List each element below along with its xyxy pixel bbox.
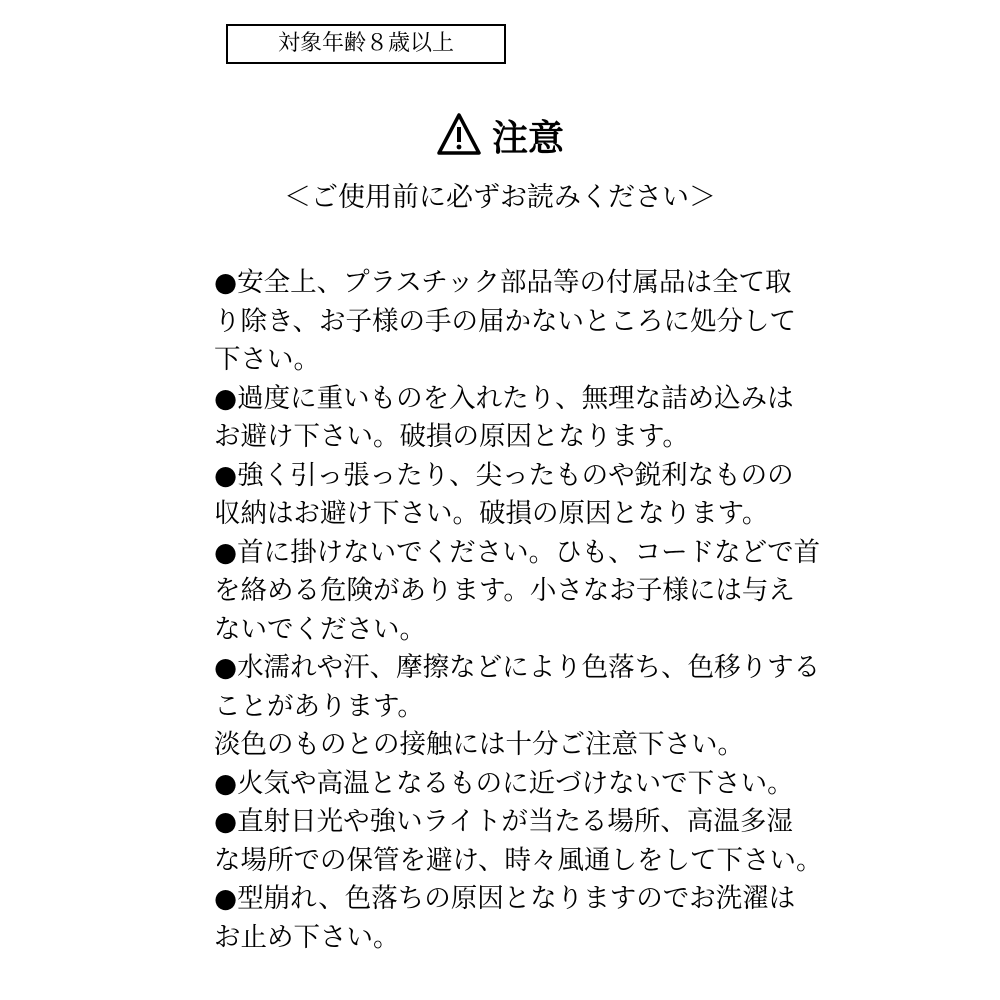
caution-line: を絡める危険があります。小さなお子様には与え <box>214 575 795 606</box>
caution-line: ●直射日光や強いライトが当たる場所、高温多湿 <box>214 806 793 837</box>
caution-line: 収納はお避け下さい。破損の原因となります。 <box>214 498 769 529</box>
warning-triangle-icon <box>436 112 482 158</box>
caution-line: お避け下さい。破損の原因となります。 <box>214 421 689 452</box>
caution-heading <box>0 112 1000 163</box>
caution-body <box>214 264 823 957</box>
caution-line: ●過度に重いものを入れたり、無理な詰め込みは <box>214 382 794 414</box>
caution-line: な場所での保管を避け、時々風通しをして下さい。 <box>214 844 823 876</box>
caution-line: ●火気や高温となるものに近づけないで下さい。 <box>214 767 794 799</box>
caution-line: ないでください。 <box>214 613 426 645</box>
caution-line: ●強く引っ張ったり、尖ったものや鋭利なものの <box>214 459 794 491</box>
caution-line: お止め下さい。 <box>214 921 400 953</box>
caution-line: ●水濡れや汗、摩擦などにより色落ち、色移りする <box>214 652 821 683</box>
caution-line: り除き、お子様の手の届かないところに処分して <box>214 305 796 337</box>
caution-line: ●首に掛けないでください。ひも、コードなどで首 <box>214 536 821 568</box>
age-label: 対象年齢８歳以上 <box>277 31 454 56</box>
caution-line: ことがあります。 <box>214 690 424 722</box>
caution-line: ●型崩れ、色落ちの原因となりますのでお洗濯は <box>214 883 796 914</box>
caution-title: 注意 <box>491 118 564 159</box>
caution-line: 下さい。 <box>214 344 320 375</box>
age-label-box <box>226 24 506 64</box>
caution-line: 淡色のものとの接触には十分ご注意下さい。 <box>214 729 744 760</box>
caution-line: ●安全上、プラスチック部品等の付属品は全て取 <box>214 267 792 298</box>
read-before-use-subheading: ＜ご使用前に必ずお読みください＞ <box>284 182 716 213</box>
